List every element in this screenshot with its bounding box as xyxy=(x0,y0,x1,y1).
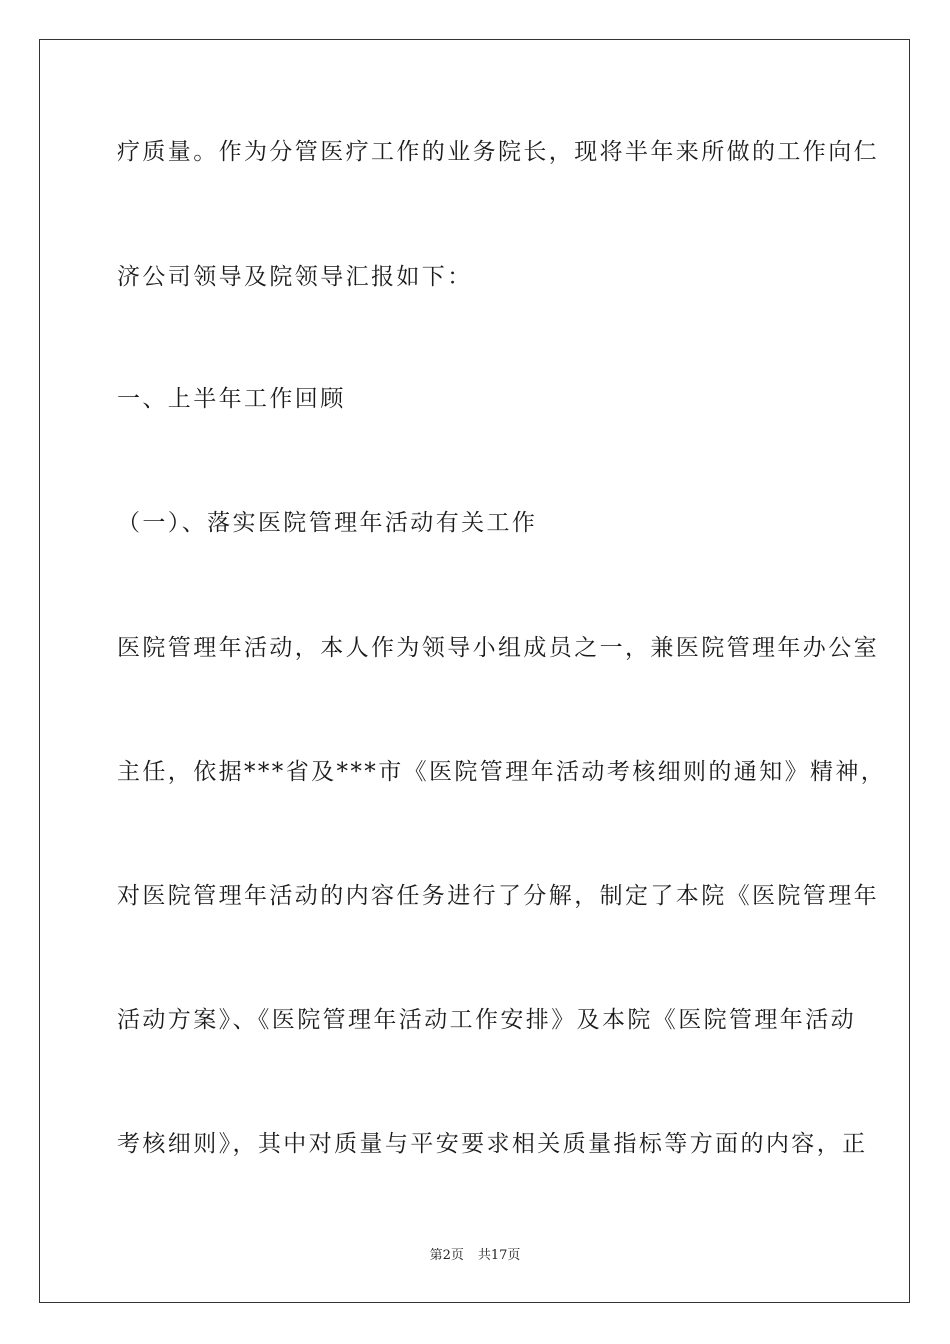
section-heading: 一、上半年工作回顾 xyxy=(117,386,346,412)
body-text-line: 济公司领导及院领导汇报如下： xyxy=(117,264,473,290)
page-border xyxy=(39,39,910,1303)
page-number: 第2页 xyxy=(429,1248,464,1263)
body-text-line: 活动方案》、《医院管理年活动工作安排》及本院《医院管理年活动 xyxy=(117,1007,856,1033)
body-text-line: 疗质量。作为分管医疗工作的业务院长，现将半年来所做的工作向仁 xyxy=(117,139,879,165)
body-text-line: 考核细则》，其中对质量与平安要求相关质量指标等方面的内容，正 xyxy=(117,1131,868,1157)
subsection-heading: （一）、落实医院管理年活动有关工作 xyxy=(117,510,538,536)
body-text-line: 医院管理年活动，本人作为领导小组成员之一，兼医院管理年办公室 xyxy=(117,635,879,661)
page-footer xyxy=(0,1247,950,1265)
body-text-line: 主任，依据***省及***市《医院管理年活动考核细则的通知》精神， xyxy=(117,759,887,785)
total-pages: 共17页 xyxy=(477,1248,521,1263)
body-text-line: 对医院管理年活动的内容任务进行了分解，制定了本院《医院管理年 xyxy=(117,883,879,909)
